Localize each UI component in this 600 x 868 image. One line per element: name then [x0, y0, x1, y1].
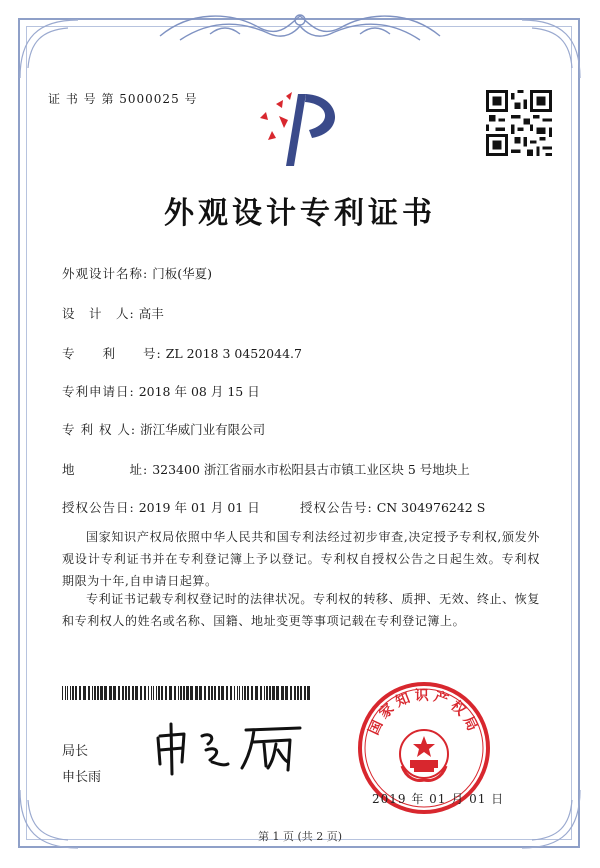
top-ornament: [150, 6, 450, 54]
designer-label: 设 计 人:: [62, 306, 135, 321]
grant-number-row: [300, 498, 485, 516]
certificate-number: 证 书 号 第 5000025 号: [48, 92, 198, 106]
grant-row: [62, 498, 260, 516]
director-signature: [150, 716, 320, 778]
design-name-value: 门板(华夏): [152, 266, 212, 281]
director-title: 局长: [62, 744, 89, 759]
address-value: 323400 浙江省丽水市松阳县古市镇工业区块 5 号地块上: [152, 462, 470, 477]
filing-date-label: 专利申请日:: [62, 384, 135, 399]
barcode: [62, 686, 312, 700]
grant-date-value: 2019 年 01 月 01 日: [138, 500, 260, 515]
director-name: 申长雨: [62, 770, 102, 785]
design-name-label: 外观设计名称:: [62, 266, 149, 281]
corner-ornament-top-left: [18, 18, 88, 88]
patentee-value: 浙江华威门业有限公司: [140, 422, 266, 437]
patent-number-value: ZL 2018 3 0452044.7: [165, 346, 302, 361]
corner-ornament-top-right: [512, 18, 582, 88]
patent-number-label: 专 利 号:: [62, 346, 162, 361]
patentee-label: 专 利 权 人:: [62, 422, 137, 437]
qr-code: [486, 90, 552, 156]
grant-number-value: CN 304976242 S: [376, 500, 486, 515]
national-emblem-icon: [400, 730, 448, 780]
patentee-row: [62, 420, 265, 438]
address-label: 地 址:: [62, 462, 149, 477]
certificate-title: 外观设计专利证书: [164, 196, 436, 231]
grant-date-label: 授权公告日:: [62, 500, 135, 515]
seal-text: 国家知识产权局: [365, 687, 482, 738]
grant-number-label: 授权公告号:: [300, 500, 373, 515]
cnipa-emblem-icon: [246, 88, 356, 168]
filing-date-row: [62, 382, 260, 400]
page-number: 第 1 页 (共 2 页): [257, 830, 343, 843]
patent-number-row: [62, 344, 302, 362]
grant-statement-paragraph: 国家知识产权局依照中华人民共和国专利法经过初步审查,决定授予专利权,颁发外观设计专利证书并在专利登记簿上予以登记。专利权自授权公告之日起生效。专利权期限为十年,自申请日起算。: [62, 530, 540, 588]
filing-date-value: 2018 年 08 月 15 日: [138, 384, 260, 399]
designer-row: [62, 304, 164, 322]
address-row: [62, 460, 470, 478]
seal-date: 2019 年 01 月 01 日: [372, 792, 505, 806]
legal-status-paragraph: 专利证书记载专利权登记时的法律状况。专利权的转移、质押、无效、终止、恢复和专利权人的姓名或名称、国籍、地址变更等事项记载在专利登记簿上。: [62, 592, 540, 628]
designer-value: 高丰: [138, 306, 164, 321]
design-name-row: [62, 264, 212, 282]
